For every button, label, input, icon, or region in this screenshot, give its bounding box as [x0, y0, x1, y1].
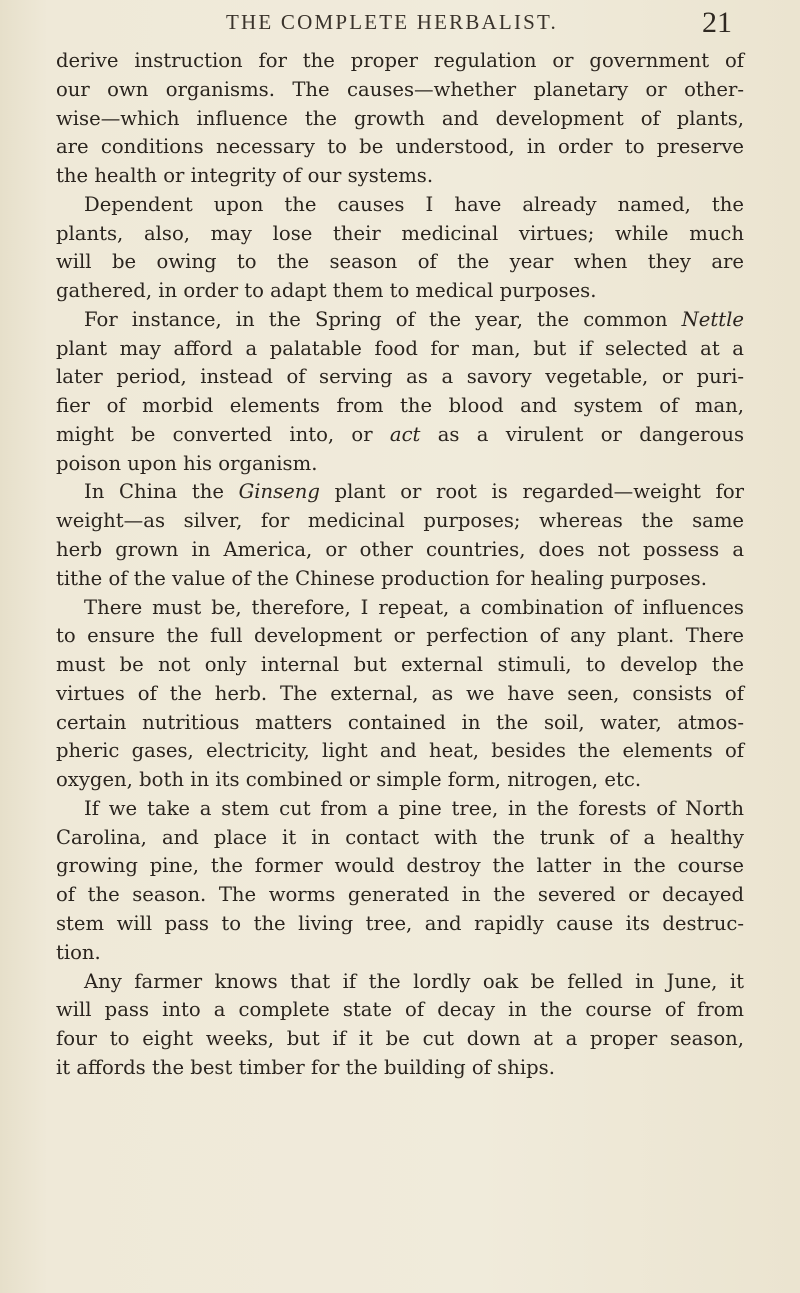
text-line: [56, 1025, 744, 1054]
running-title: THE COMPLETE HERBALIST.: [226, 10, 558, 34]
page-header: [0, 6, 800, 42]
text-line: [56, 680, 744, 709]
text-segment: our own organisms. The causes—whether planetary or other-: [56, 77, 744, 101]
text-segment: gathered, in order to adapt them to medical purposes.: [56, 279, 597, 303]
text-line: [56, 47, 744, 76]
text-segment: must be not only internal but external stimuli, to develop the: [56, 653, 744, 677]
text-segment: will be owing to the season of the year when they are: [56, 250, 744, 274]
italic-term: act: [389, 422, 421, 446]
text-segment: Any farmer knows that if the lordly oak be felled in June, it: [84, 969, 744, 993]
text-segment: weight—as silver, for medicinal purposes; whereas the same: [56, 509, 744, 533]
text-segment: For instance, in the Spring of the year, the common: [84, 307, 682, 331]
text-line: [56, 277, 744, 306]
text-line: [56, 450, 744, 479]
text-segment: to ensure the full development or perfection of any plant. There: [56, 624, 744, 648]
text-segment: In China the: [84, 480, 239, 504]
page-number: 21: [702, 6, 732, 39]
text-line: [56, 968, 744, 997]
text-segment: plant or root is regarded—weight for: [319, 480, 744, 504]
text-line: [56, 737, 744, 766]
text-line: [56, 996, 744, 1025]
text-segment: fier of morbid elements from the blood and system of man,: [56, 394, 744, 418]
text-line: [56, 363, 744, 392]
text-segment: later period, instead of serving as a savory vegetable, or puri-: [56, 365, 744, 389]
text-segment: Dependent upon the causes I have already named, the: [84, 192, 744, 216]
text-segment: plant may afford a palatable food for man, but if selected at a: [56, 336, 744, 360]
text-line: [56, 335, 744, 364]
text-segment: pheric gases, electricity, light and heat, besides the elements of: [56, 739, 744, 763]
text-line: [56, 76, 744, 105]
text-segment: might be converted into, or: [56, 422, 390, 446]
text-line: [56, 766, 744, 795]
text-segment: stem will pass to the living tree, and rapidly cause its destruc-: [56, 911, 744, 935]
text-segment: oxygen, both in its combined or simple form, nitrogen, etc.: [56, 768, 642, 792]
text-segment: If we take a stem cut from a pine tree, in the forests of North: [84, 796, 744, 820]
text-segment: of the season. The worms generated in the severed or decayed: [56, 883, 744, 907]
text-segment: the health or integrity of our systems.: [56, 164, 434, 188]
text-line: [56, 565, 744, 594]
text-line: [56, 795, 744, 824]
text-segment: certain nutritious matters contained in the soil, water, atmos-: [56, 710, 744, 734]
text-line: [56, 507, 744, 536]
text-segment: tion.: [56, 940, 101, 964]
text-segment: poison upon his organism.: [56, 451, 318, 475]
text-line: [56, 881, 744, 910]
text-segment: herb grown in America, or other countries, does not possess a: [56, 538, 744, 562]
text-line: [56, 133, 744, 162]
text-line: [56, 191, 744, 220]
text-line: [56, 536, 744, 565]
text-line: [56, 1054, 744, 1083]
text-segment: derive instruction for the proper regulation or government of: [56, 49, 744, 72]
text-line: [56, 105, 744, 134]
text-line: [56, 824, 744, 853]
body-text: [56, 47, 744, 1083]
text-line: [56, 220, 744, 249]
text-line: [56, 910, 744, 939]
text-segment: it affords the best timber for the building of ships.: [56, 1055, 555, 1079]
text-line: [56, 421, 744, 450]
text-line: [56, 162, 744, 191]
text-line: [56, 939, 744, 968]
text-segment: growing pine, the former would destroy the latter in the course: [56, 854, 744, 878]
text-line: [56, 709, 744, 738]
text-line: [56, 594, 744, 623]
text-segment: tithe of the value of the Chinese production for healing purposes.: [56, 566, 707, 590]
text-segment: are conditions necessary to be understood, in order to preserve: [56, 135, 744, 159]
text-segment: four to eight weeks, but if it be cut down at a proper season,: [56, 1027, 744, 1051]
text-line: [56, 622, 744, 651]
text-line: [56, 651, 744, 680]
text-segment: plants, also, may lose their medicinal virtues; while much: [56, 221, 744, 245]
text-segment: will pass into a complete state of decay in the course of from: [56, 998, 744, 1022]
text-line: [56, 392, 744, 421]
text-line: [56, 852, 744, 881]
text-segment: as a virulent or dangerous: [420, 422, 745, 446]
text-segment: virtues of the herb. The external, as we have seen, consists of: [56, 681, 744, 705]
text-line: [56, 248, 744, 277]
text-segment: wise—which influence the growth and development of plants,: [56, 106, 744, 130]
italic-term: Nettle: [681, 307, 744, 331]
text-line: [56, 478, 744, 507]
text-segment: There must be, therefore, I repeat, a combination of influences: [84, 595, 744, 619]
text-segment: Carolina, and place it in contact with the trunk of a healthy: [56, 825, 744, 849]
text-line: [56, 306, 744, 335]
italic-term: Ginseng: [238, 480, 320, 504]
